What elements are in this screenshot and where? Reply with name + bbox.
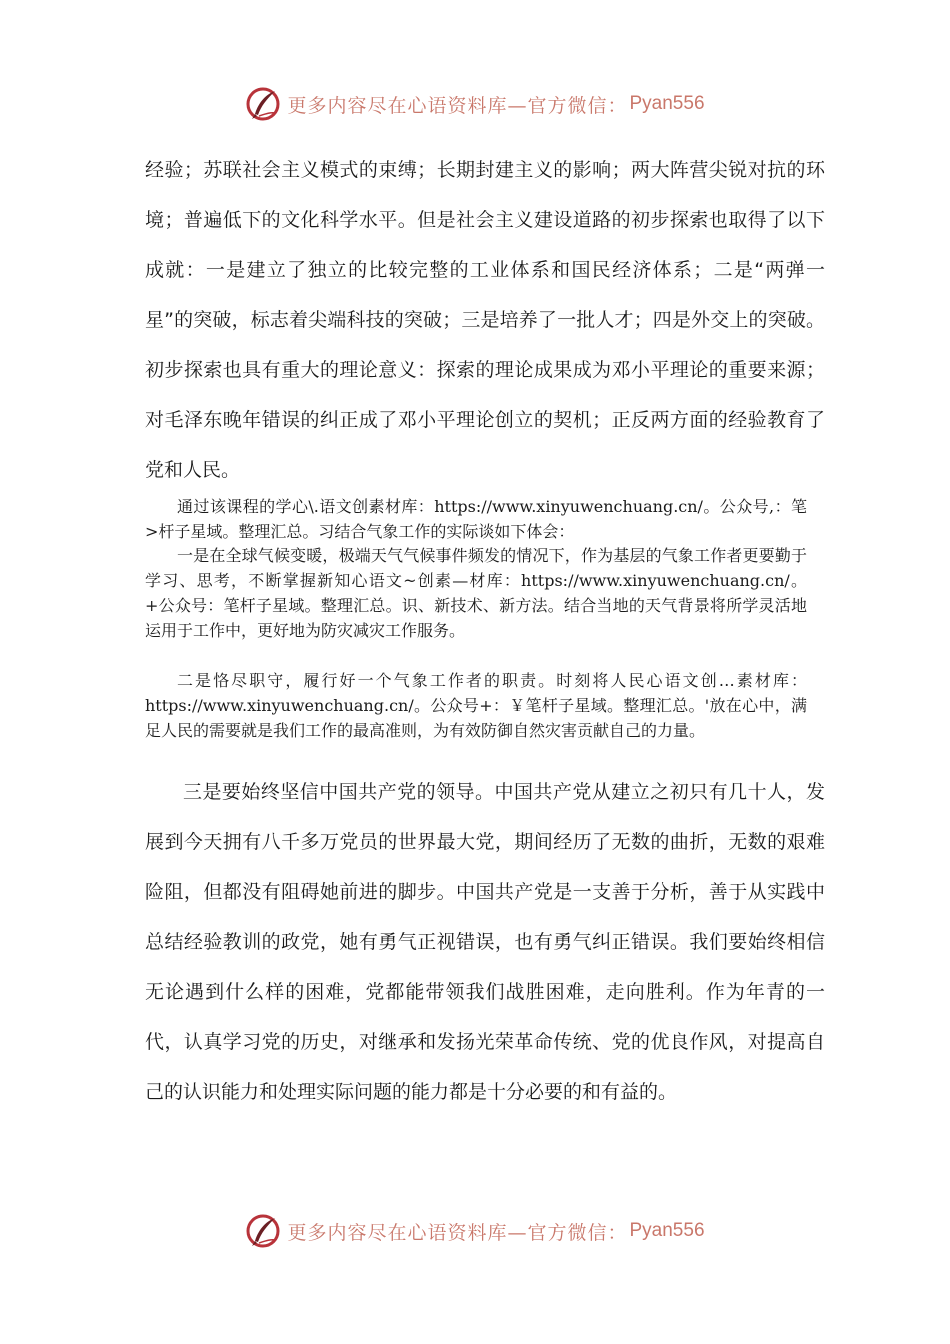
header-banner-text: 更多内容尽在心语资料库—官方微信：	[287, 94, 628, 117]
body-paragraph-3: 一是在全球气候变暖，极端天气气候事件频发的情况下，作为基层的气象工作者更要勤于学习、思考，不断掌握新知心语文~创素—材库：https://www.xinyuwenchuang.cn/。+公众号：笔杆子星域。整理汇总。识、新技术、新方法。结合当地的天气背景将所学灵活地运用于工作中，更好地为防灾减灾工作服务。	[145, 546, 807, 640]
footer-banner	[0, 1211, 950, 1251]
quill-pen-logo-icon	[245, 86, 281, 122]
body-paragraph-2: 通过该课程的学心\.语文创素材库：https://www.xinyuwenchuang.cn/。公众号,：笔>杆子星域。整理汇总。习结合气象工作的实际谈如下体会：	[145, 497, 807, 541]
footer-wechat-id: Pyan556	[629, 1220, 705, 1241]
body-paragraph-5: 三是要始终坚信中国共产党的领导。中国共产党从建立之初只有几十人，发展到今天拥有八千多万党员的世界最大党，期间经历了无数的曲折，无数的艰难险阻，但都没有阻碍她前进的脚步。中国共产党是一支善于分析，善于从实践中总结经验教训的政党，她有勇气正视错误，也有勇气纠正错误。我们要始终相信无论遇到什么样的困难，党都能带领我们战胜困难，走向胜利。作为年青的一代，认真学习党的历史，对继承和发扬光荣革命传统、党的优良作风，对提高自己的认识能力和处理实际问题的能力都是十分必要的和有益的。	[145, 781, 825, 1103]
footer-banner-text: 更多内容尽在心语资料库—官方微信：	[287, 1221, 628, 1244]
header-banner	[0, 84, 950, 124]
header-wechat-id: Pyan556	[629, 93, 705, 114]
body-paragraph-4: 二是恪尽职守，履行好一个气象工作者的职责。时刻将人民心语文创…素材库：https://www.xinyuwenchuang.cn/。公众号+：￥笔杆子星域。整理汇总。'放在心中，满足人民的需要就是我们工作的最高准则，为有效防御自然灾害贡献自己的力量。	[145, 671, 807, 740]
quill-pen-logo-icon	[245, 1213, 281, 1249]
body-paragraph-1: 经验；苏联社会主义模式的束缚；长期封建主义的影响；两大阵营尖锐对抗的环境；普遍低下的文化科学水平。但是社会主义建设道路的初步探索也取得了以下成就：一是建立了独立的比较完整的工业体系和国民经济体系；二是“两弹一星”的突破，标志着尖端科技的突破；三是培养了一批人才；四是外交上的突破。初步探索也具有重大的理论意义：探索的理论成果成为邓小平理论的重要来源；对毛泽东晚年错误的纠正成了邓小平理论创立的契机；正反两方面的经验教育了党和人民。	[145, 159, 825, 481]
